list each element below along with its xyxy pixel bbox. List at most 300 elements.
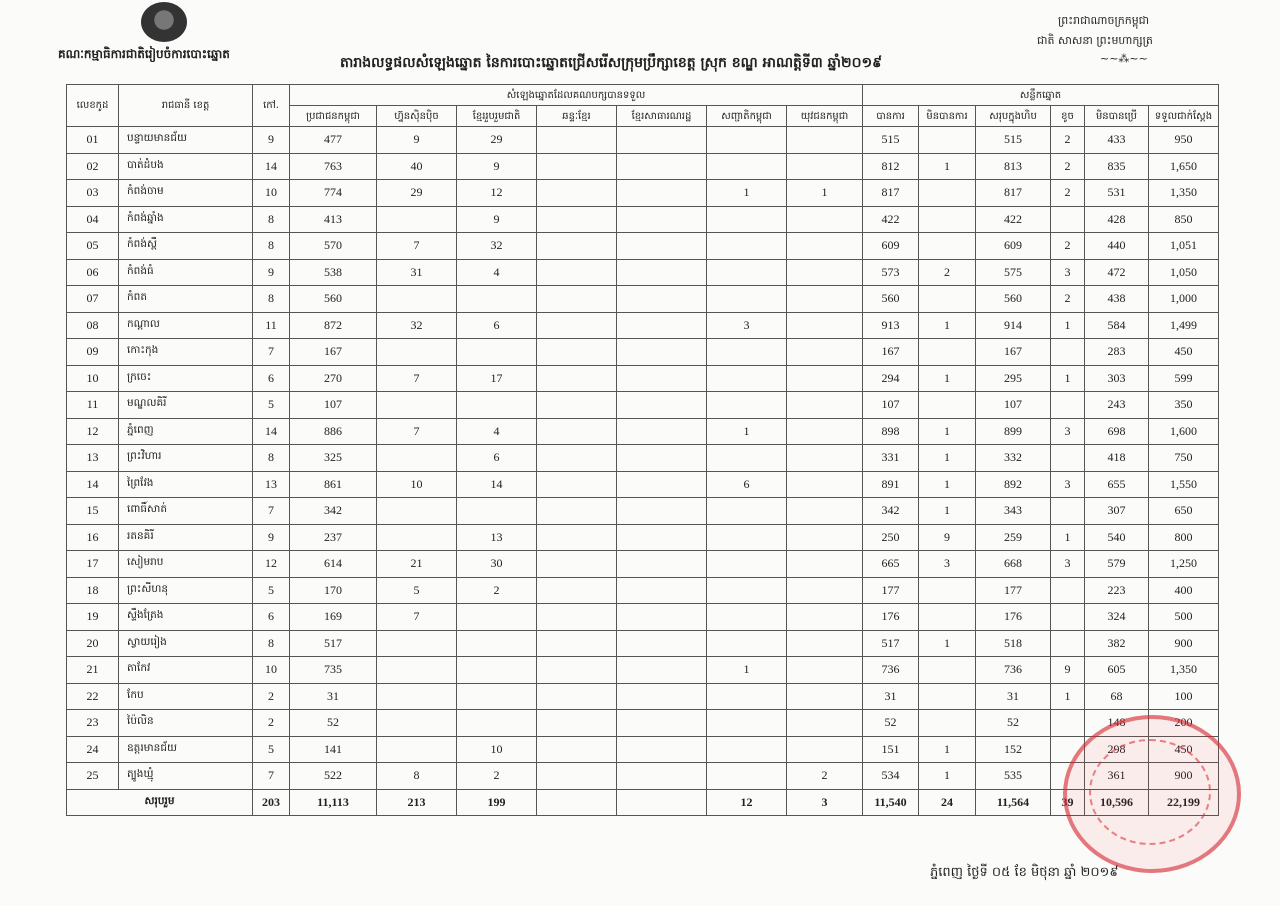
party-vote-cell [787,604,863,631]
party-vote-cell: 32 [457,233,537,260]
row-province: ស្វាយរៀង [119,630,253,657]
ballot-cell [1051,604,1085,631]
party-vote-cell: 861 [290,471,377,498]
party-vote-cell: 141 [290,736,377,763]
ballot-cell: 2 [919,259,976,286]
party-vote-cell [457,286,537,313]
party-vote-cell: 12 [457,180,537,207]
party-vote-cell [617,577,707,604]
party-vote-cell [787,233,863,260]
row-code: 20 [67,630,119,657]
party-vote-cell [617,657,707,684]
party-vote-cell [537,339,617,366]
ballot-cell: 343 [976,498,1051,525]
ballot-cell [1051,577,1085,604]
party-vote-cell [377,736,457,763]
ballot-cell: 531 [1085,180,1149,207]
ballot-cell: 52 [863,710,919,737]
party-vote-cell [787,736,863,763]
party-vote-cell [457,683,537,710]
ballot-cell [1051,763,1085,790]
party-vote-cell [617,683,707,710]
ballot-cell: 2 [1051,233,1085,260]
party-vote-cell [537,630,617,657]
party-vote-cell: 2 [787,763,863,790]
row-province: ព្រៃវែង [119,471,253,498]
ballot-cell: 609 [976,233,1051,260]
table-row [67,180,1219,207]
party-vote-cell [377,657,457,684]
row-code: 16 [67,524,119,551]
row-seats: 2 [253,710,290,737]
table-row [67,259,1219,286]
ballot-cell [919,233,976,260]
party-vote-cell [787,127,863,154]
party-vote-cell [537,736,617,763]
header-seats: កៅ. [253,85,290,127]
ballot-cell: 250 [863,524,919,551]
ballot-cell: 579 [1085,551,1149,578]
ballot-cell: 440 [1085,233,1149,260]
org-name: គណៈកម្មាធិការជាតិរៀបចំការបោះឆ្នោត [58,47,230,61]
party-vote-cell [787,657,863,684]
party-vote-cell [377,683,457,710]
party-vote-cell [537,498,617,525]
party-vote-cell [617,180,707,207]
ballot-cell: 167 [976,339,1051,366]
row-code: 03 [67,180,119,207]
party-vote-cell: 413 [290,206,377,233]
party-vote-cell [617,312,707,339]
party-vote-cell: 325 [290,445,377,472]
row-code: 24 [67,736,119,763]
row-code: 11 [67,392,119,419]
party-vote-cell: 169 [290,604,377,631]
ballot-cell: 599 [1149,365,1219,392]
row-seats: 5 [253,392,290,419]
ballot-cell: 736 [863,657,919,684]
ballot-cell: 324 [1085,604,1149,631]
header-party: ខ្មែរសាធារណរដ្ឋ [617,106,707,127]
row-code: 17 [67,551,119,578]
party-vote-cell [617,551,707,578]
ballot-cell: 812 [863,153,919,180]
table-row [67,657,1219,684]
row-province: មណ្ឌលគិរី [119,392,253,419]
party-vote-cell: 6 [457,312,537,339]
ballot-cell: 535 [976,763,1051,790]
party-vote-cell [707,286,787,313]
party-vote-cell: 13 [457,524,537,551]
total-party-cell: 12 [707,789,787,816]
row-seats: 14 [253,153,290,180]
party-vote-cell [787,445,863,472]
ballot-cell: 259 [976,524,1051,551]
ballot-cell: 1,600 [1149,418,1219,445]
row-seats: 9 [253,524,290,551]
total-label: សរុបរួម [67,789,253,816]
ballot-cell: 500 [1149,604,1219,631]
party-vote-cell [787,551,863,578]
table-row [67,498,1219,525]
party-vote-cell: 270 [290,365,377,392]
ballot-cell: 167 [863,339,919,366]
party-vote-cell: 9 [457,206,537,233]
party-vote-cell [617,763,707,790]
party-vote-cell [617,630,707,657]
row-seats: 10 [253,657,290,684]
row-province: កំពត [119,286,253,313]
header-ballot: មិនបានប្រើ [1085,106,1149,127]
row-code: 14 [67,471,119,498]
ballot-cell: 100 [1149,683,1219,710]
ballot-cell [919,657,976,684]
party-vote-cell: 2 [457,763,537,790]
row-seats: 13 [253,471,290,498]
ballot-cell: 422 [976,206,1051,233]
party-vote-cell: 21 [377,551,457,578]
party-vote-cell [707,127,787,154]
header-ballot: ទទួលជាក់ស្តែង [1149,106,1219,127]
party-vote-cell [707,153,787,180]
ballot-cell: 3 [919,551,976,578]
party-vote-cell [617,365,707,392]
ballot-cell [1051,498,1085,525]
ballot-cell [919,710,976,737]
row-code: 10 [67,365,119,392]
ballot-cell: 303 [1085,365,1149,392]
party-vote-cell [707,763,787,790]
total-row [67,789,1219,816]
party-vote-cell [617,524,707,551]
total-ballot-cell: 39 [1051,789,1085,816]
party-vote-cell: 522 [290,763,377,790]
row-seats: 9 [253,127,290,154]
ballot-cell: 294 [863,365,919,392]
party-vote-cell [617,498,707,525]
table-row [67,127,1219,154]
header-ballot: មិនបានការ [919,106,976,127]
ballot-cell: 422 [863,206,919,233]
row-seats: 7 [253,763,290,790]
row-seats: 11 [253,312,290,339]
row-code: 23 [67,710,119,737]
party-vote-cell [707,710,787,737]
ballot-cell: 650 [1149,498,1219,525]
party-vote-cell [617,736,707,763]
party-vote-cell: 7 [377,233,457,260]
ballot-cell: 950 [1149,127,1219,154]
header-ballots: សន្លឹកឆ្នោត [863,85,1219,106]
results-table [66,84,1219,816]
party-vote-cell [707,339,787,366]
row-code: 25 [67,763,119,790]
party-vote-cell [707,445,787,472]
party-vote-cell: 1 [707,418,787,445]
party-vote-cell [377,710,457,737]
total-party-cell: 3 [787,789,863,816]
party-vote-cell [617,339,707,366]
row-seats: 8 [253,630,290,657]
ballot-cell: 515 [863,127,919,154]
party-vote-cell: 52 [290,710,377,737]
party-vote-cell: 4 [457,418,537,445]
national-emblem-icon [141,2,187,42]
table-row [67,286,1219,313]
ballot-cell: 913 [863,312,919,339]
header-party: យុវជនកម្ពុជា [787,106,863,127]
ballot-cell: 2 [1051,153,1085,180]
table-row [67,524,1219,551]
table-row [67,683,1219,710]
party-vote-cell [787,312,863,339]
ballot-cell: 438 [1085,286,1149,313]
party-vote-cell [707,206,787,233]
party-vote-cell [457,657,537,684]
party-vote-cell [617,710,707,737]
party-vote-cell: 1 [787,180,863,207]
ballot-cell: 176 [976,604,1051,631]
ballot-cell [919,392,976,419]
national-motto: ជាតិ សាសនា ព្រះមហាក្សត្រ [1037,34,1153,47]
ballot-cell: 1,051 [1149,233,1219,260]
ballot-cell: 750 [1149,445,1219,472]
ballot-cell: 668 [976,551,1051,578]
party-vote-cell [617,286,707,313]
ballot-cell: 9 [919,524,976,551]
ballot-cell: 1 [919,312,976,339]
party-vote-cell [617,445,707,472]
party-vote-cell [537,524,617,551]
party-vote-cell [537,683,617,710]
row-province: កំពង់ឆ្នាំង [119,206,253,233]
party-vote-cell [537,551,617,578]
ballot-cell: 350 [1149,392,1219,419]
ballot-cell: 800 [1149,524,1219,551]
party-vote-cell [537,365,617,392]
ballot-cell: 1 [919,445,976,472]
row-seats: 6 [253,365,290,392]
row-province: កណ្តាល [119,312,253,339]
table-row [67,763,1219,790]
ballot-cell: 1,550 [1149,471,1219,498]
ballot-cell: 400 [1149,577,1219,604]
party-vote-cell [537,710,617,737]
row-province: ភ្នំពេញ [119,418,253,445]
party-vote-cell: 3 [707,312,787,339]
ballot-cell: 1,499 [1149,312,1219,339]
party-vote-cell [377,630,457,657]
party-vote-cell: 107 [290,392,377,419]
page-title: តារាងលទ្ធផលសំឡេងឆ្នោត នៃការបោះឆ្នោតជ្រើសរើសក្រុមប្រឹក្សាខេត្ត ស្រុក ខណ្ឌ អាណត្តិទី៣ ឆ្នាំ២០១៩ [340,55,882,71]
ballot-cell [919,683,976,710]
party-vote-cell [537,127,617,154]
ballot-cell: 1 [919,153,976,180]
ballot-cell: 148 [1085,710,1149,737]
row-province: បន្ទាយមានជ័យ [119,127,253,154]
ballot-cell: 3 [1051,551,1085,578]
ballot-cell [919,206,976,233]
ballot-cell: 850 [1149,206,1219,233]
party-vote-cell [787,365,863,392]
party-vote-cell: 14 [457,471,537,498]
row-code: 06 [67,259,119,286]
total-party-cell: 213 [377,789,457,816]
party-vote-cell [787,259,863,286]
party-vote-cell: 32 [377,312,457,339]
row-province: ព្រះវិហារ [119,445,253,472]
table-row [67,392,1219,419]
table-row [67,736,1219,763]
header-party: ប្រជាជនកម្ពុជា [290,106,377,127]
header-party-votes: សំឡេងឆ្នោតដែលគណបក្សបានទទួល [290,85,863,106]
party-vote-cell [537,312,617,339]
party-vote-cell [707,524,787,551]
party-vote-cell [707,577,787,604]
party-vote-cell: 342 [290,498,377,525]
party-vote-cell: 872 [290,312,377,339]
ballot-cell: 813 [976,153,1051,180]
row-code: 08 [67,312,119,339]
ballot-cell: 223 [1085,577,1149,604]
ballot-cell [919,127,976,154]
party-vote-cell [707,683,787,710]
row-code: 02 [67,153,119,180]
ballot-cell: 898 [863,418,919,445]
ballot-cell: 176 [863,604,919,631]
header-ballot: បានការ [863,106,919,127]
party-vote-cell: 237 [290,524,377,551]
ballot-cell: 418 [1085,445,1149,472]
party-vote-cell: 1 [707,657,787,684]
party-vote-cell [707,551,787,578]
ballot-cell [1051,206,1085,233]
party-vote-cell: 30 [457,551,537,578]
ballot-cell: 1 [1051,365,1085,392]
header-party: សញ្ជាតិកម្ពុជា [707,106,787,127]
party-vote-cell [787,498,863,525]
ballot-cell: 2 [1051,286,1085,313]
party-vote-cell: 7 [377,365,457,392]
party-vote-cell [707,259,787,286]
row-province: កំពង់ស្ពឺ [119,233,253,260]
table-row [67,418,1219,445]
ballot-cell: 450 [1149,339,1219,366]
party-vote-cell [617,418,707,445]
ballot-cell: 361 [1085,763,1149,790]
ballot-cell: 1,350 [1149,657,1219,684]
party-vote-cell: 29 [377,180,457,207]
party-vote-cell [787,630,863,657]
party-vote-cell [377,445,457,472]
ballot-cell: 1,000 [1149,286,1219,313]
ballot-cell [1051,630,1085,657]
party-vote-cell: 538 [290,259,377,286]
table-row [67,206,1219,233]
row-province: ស្ទឹងត្រែង [119,604,253,631]
ballot-cell: 107 [976,392,1051,419]
party-vote-cell: 10 [377,471,457,498]
ballot-cell: 1 [1051,524,1085,551]
header-ballot: ខូច [1051,106,1085,127]
party-vote-cell [377,339,457,366]
ballot-cell [1051,710,1085,737]
ballot-cell: 2 [1051,180,1085,207]
ballot-cell: 655 [1085,471,1149,498]
ballot-cell: 605 [1085,657,1149,684]
party-vote-cell: 40 [377,153,457,180]
row-seats: 8 [253,233,290,260]
party-vote-cell [537,604,617,631]
ballot-cell: 609 [863,233,919,260]
ballot-cell: 665 [863,551,919,578]
ballot-cell: 1,350 [1149,180,1219,207]
row-code: 13 [67,445,119,472]
party-vote-cell [707,604,787,631]
party-vote-cell [537,657,617,684]
party-vote-cell [707,498,787,525]
party-vote-cell: 6 [707,471,787,498]
party-vote-cell: 735 [290,657,377,684]
party-vote-cell: 6 [457,445,537,472]
party-vote-cell [457,604,537,631]
party-vote-cell: 7 [377,418,457,445]
party-vote-cell [537,418,617,445]
row-code: 09 [67,339,119,366]
kingdom-heading: ព្រះរាជាណាចក្រកម្ពុជា [1058,14,1150,27]
row-seats: 6 [253,604,290,631]
ballot-cell: 1 [919,736,976,763]
ballot-cell: 1 [919,471,976,498]
table-row [67,710,1219,737]
party-vote-cell [707,233,787,260]
row-seats: 5 [253,736,290,763]
ballot-cell: 1 [919,630,976,657]
party-vote-cell [787,683,863,710]
row-seats: 12 [253,551,290,578]
row-code: 07 [67,286,119,313]
ballot-cell [919,604,976,631]
ballot-cell: 698 [1085,418,1149,445]
row-province: បាត់ដំបង [119,153,253,180]
party-vote-cell [707,736,787,763]
party-vote-cell: 31 [290,683,377,710]
ballot-cell: 1 [919,763,976,790]
ballot-cell: 9 [1051,657,1085,684]
ballot-cell: 342 [863,498,919,525]
total-ballot-cell: 22,199 [1149,789,1219,816]
party-vote-cell [537,233,617,260]
party-vote-cell [707,630,787,657]
party-vote-cell: 4 [457,259,537,286]
ballot-cell: 1,250 [1149,551,1219,578]
table-row [67,551,1219,578]
row-code: 18 [67,577,119,604]
row-province: ក្រចេះ [119,365,253,392]
row-seats: 5 [253,577,290,604]
ballot-cell: 817 [976,180,1051,207]
ballot-cell: 518 [976,630,1051,657]
party-vote-cell [537,259,617,286]
party-vote-cell [377,498,457,525]
ballot-cell: 68 [1085,683,1149,710]
ballot-cell [919,577,976,604]
ballot-cell: 31 [863,683,919,710]
party-vote-cell [377,392,457,419]
ballot-cell [1051,392,1085,419]
table-row [67,630,1219,657]
party-vote-cell: 10 [457,736,537,763]
